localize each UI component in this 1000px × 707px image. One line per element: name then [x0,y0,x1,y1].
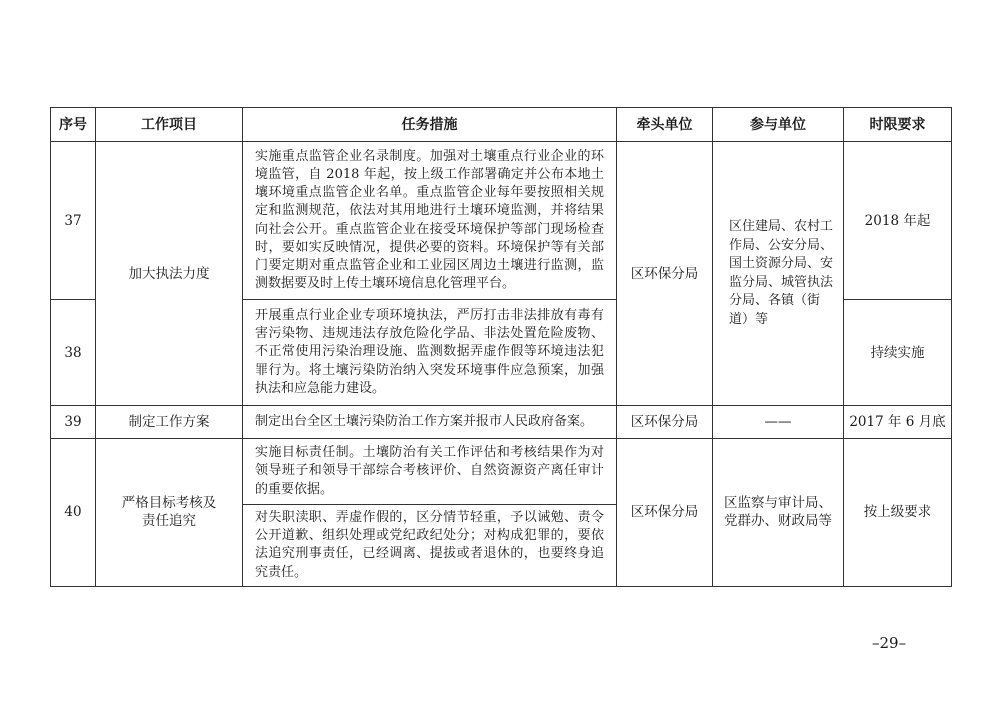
row-index: 40 [51,439,96,587]
project-name: 制定工作方案 [96,406,243,439]
header-project: 工作项目 [96,108,243,142]
lead-unit: 区环保分局 [617,406,713,439]
task-measure: 制定出台全区土壤污染防治工作方案并报市人民政府备案。 [243,406,617,439]
row-index: 39 [51,406,96,439]
table-row [51,439,952,505]
header-measures: 任务措施 [243,108,617,142]
task-measure: 实施目标责任制。土壤防治有关工作评估和考核结果作为对领导班子和领导干部综合考核评价、自然资源资产离任审计的重要依据。 [243,439,617,505]
task-measure: 实施重点监管企业名录制度。加强对土壤重点行业企业的环境监管，自 2018 年起，按上级工作部署确定并公布本地土壤环境重点监管企业名单。重点监管企业每年要按照相关规定和监测规范，依法对其用地进行土壤环境监测，并将结果向社会公开。重点监管企业在接受环境保护等部门现场检查时，要如实反映情况，提供必要的资料。环境保护等有关部门要定期对重点监管企业和工业园区周边土壤进行监测，监测数据要及时上传土壤环境信息化管理平台。 [243,142,617,300]
lead-unit: 区环保分局 [617,142,713,406]
row-index: 37 [51,142,96,300]
row-index: 38 [51,300,96,406]
project-name: 严格目标考核及责任追究 [96,439,243,587]
lead-unit: 区环保分局 [617,439,713,587]
deadline: 2017 年 6 月底 [844,406,952,439]
deadline: 持续实施 [844,300,952,406]
page-number: –29– [872,634,907,652]
task-measure: 对失职渎职、弄虚作假的，区分情节轻重，予以诫勉、责令公开道歉、组织处理或党纪政纪处分；对构成犯罪的，要依法追究刑事责任，已经调离、提拔或者退休的，也要终身追究责任。 [243,505,617,587]
table-row [51,142,952,300]
project-name: 加大执法力度 [96,142,243,406]
deadline: 2018 年起 [844,142,952,300]
table-row [51,406,952,439]
participant-units: 区监察与审计局、党群办、财政局等 [713,439,844,587]
deadline: 按上级要求 [844,439,952,587]
header-index: 序号 [51,108,96,142]
participant-units: —— [713,406,844,439]
header-participant-units: 参与单位 [713,108,844,142]
header-lead-unit: 牵头单位 [617,108,713,142]
task-table [50,107,952,587]
header-deadline: 时限要求 [844,108,952,142]
table-header-row [51,108,952,142]
participant-units: 区住建局、农村工作局、公安分局、国土资源分局、安监分局、城管执法分局、各镇（街道）等 [713,142,844,406]
task-measure: 开展重点行业企业专项环境执法，严厉打击非法排放有毒有害污染物、违规违法存放危险化学品、非法处置危险废物、不正常使用污染治理设施、监测数据弄虚作假等环境违法犯罪行为。将土壤污染防治纳入突发环境事件应急预案，加强执法和应急能力建设。 [243,300,617,406]
